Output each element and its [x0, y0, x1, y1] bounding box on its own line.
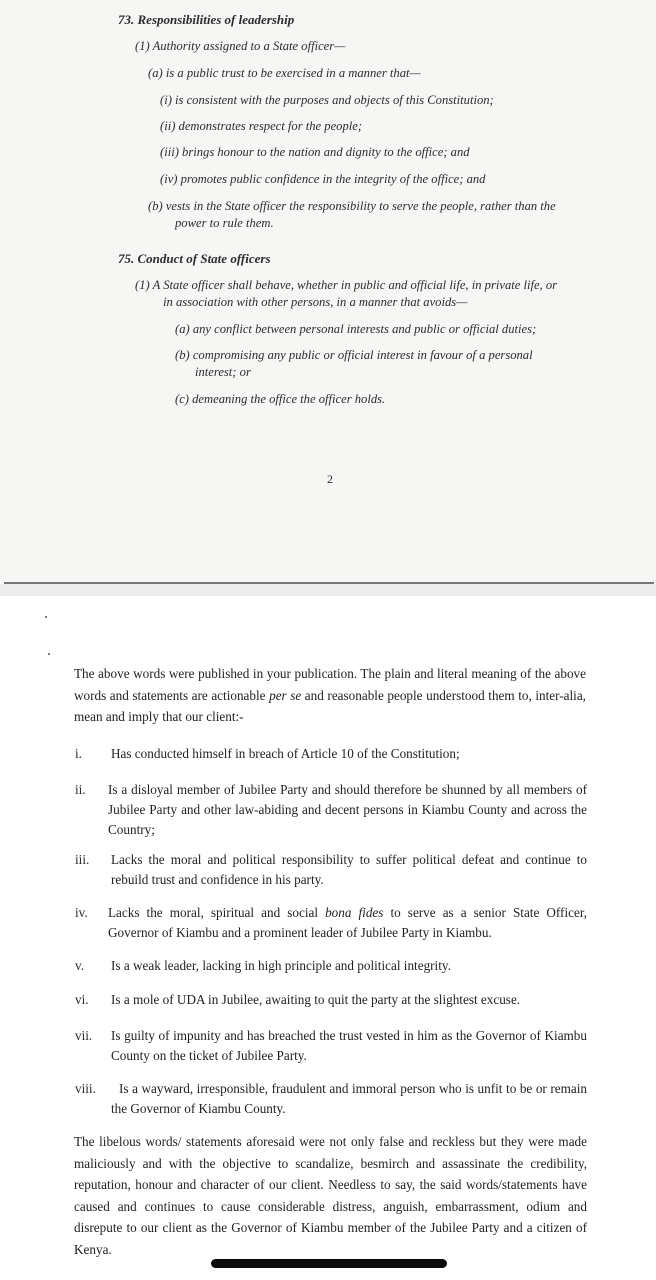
- list-item-number: viii.: [75, 1081, 96, 1096]
- section-75-heading: 75. Conduct of State officers: [118, 251, 271, 266]
- list-item: Is a mole of UDA in Jubilee, awaiting to quit the party at the slightest excuse.: [111, 992, 521, 1007]
- list-item: Is a wayward, irresponsible, fraudulent and immoral person who is unfit to be or remain the Governor of Kiambu County.: [111, 1081, 587, 1116]
- section-75-clause-b-line2: interest; or: [195, 365, 251, 379]
- list-item: Has conducted himself in breach of Article 10 of the Constitution;: [111, 746, 460, 761]
- section-75-clause-c: (c) demeaning the office the officer holds.: [175, 392, 386, 406]
- list-item: Is guilty of impunity and has breached the trust vested in him as the Governor of Kiambu County on the ticket of Jubilee Party.: [111, 1028, 587, 1063]
- intro-italic-term: per se: [269, 687, 302, 703]
- list-item-number: iv.: [75, 905, 88, 920]
- list-item-number: iii.: [75, 852, 90, 867]
- list-item-number: vii.: [75, 1028, 93, 1043]
- list-item-number: i.: [75, 746, 82, 761]
- section-73-clause-i: (i) is consistent with the purposes and objects of this Constitution;: [160, 93, 494, 107]
- list-item: Lacks the moral and political responsibility to suffer political defeat and continue to rebuild trust and confidence in his party.: [111, 852, 587, 887]
- scan-mark: [48, 653, 50, 655]
- home-indicator-bar[interactable]: [211, 1259, 447, 1268]
- list-item: Lacks the moral, spiritual and social bona fides to serve as a senior State Officer, Governor of Kiambu and a prominent leader of Jubilee Party in Kiambu.: [108, 905, 587, 940]
- document-page-2: [0, 596, 656, 1280]
- section-73-clause-iii: (iii) brings honour to the nation and dignity to the office; and: [160, 145, 470, 159]
- section-73-clause-ii: (ii) demonstrates respect for the people;: [160, 119, 363, 133]
- section-73-heading: 73. Responsibilities of leadership: [118, 12, 295, 27]
- list-item: Is a weak leader, lacking in high principle and political integrity.: [111, 958, 451, 973]
- list-item-number: vi.: [75, 992, 89, 1007]
- section-73-clause-b-line1: (b) vests in the State officer the responsibility to serve the people, rather than the: [148, 199, 556, 213]
- scan-mark: [45, 616, 47, 618]
- section-73-clause-1: (1) Authority assigned to a State officer—: [135, 39, 346, 53]
- section-73-clause-b-line2: power to rule them.: [175, 216, 274, 230]
- section-75-clause-a: (a) any conflict between personal interests and public or official duties;: [175, 322, 537, 336]
- section-75-clause-1-line1: (1) A State officer shall behave, whether in public and official life, in private life, or: [135, 278, 558, 292]
- section-73-clause-a: (a) is a public trust to be exercised in a manner that—: [148, 66, 421, 80]
- list-item: Is a disloyal member of Jubilee Party and should therefore be shunned by all members of Jubilee Party and other law-abiding and decent persons in Kiambu County and across the Country;: [108, 782, 587, 837]
- closing-paragraph: The libelous words/ statements aforesaid were not only false and reckless but they were made maliciously and with the objective to scandalize, besmirch and assassinate the credibility, reputation, honour and character of our client. Needless to say, the said words/statements have caused and continues to cause considerable distress, anguish, embarrassment, odium and disrepute to our client as the Governor of Kiambu member of the Jubilee Party and a citizen of Kenya.: [74, 1134, 587, 1257]
- section-73-clause-iv: (iv) promotes public confidence in the integrity of the office; and: [160, 172, 486, 186]
- section-75-clause-1-line2: in association with other persons, in a manner that avoids—: [163, 295, 468, 309]
- list-item-number: v.: [75, 958, 85, 973]
- list-item-number: ii.: [75, 782, 86, 797]
- document-page-1: [0, 0, 656, 583]
- page-number: 2: [327, 472, 333, 486]
- page-gap: [0, 584, 656, 596]
- section-75-clause-b-line1: (b) compromising any public or official interest in favour of a personal: [175, 348, 533, 362]
- intro-paragraph: The above words were published in your publication. The plain and literal meaning of the above words and statements are actionable per se and reasonable people understood them to, inter-alia, mean and imply that our client:-: [74, 666, 586, 724]
